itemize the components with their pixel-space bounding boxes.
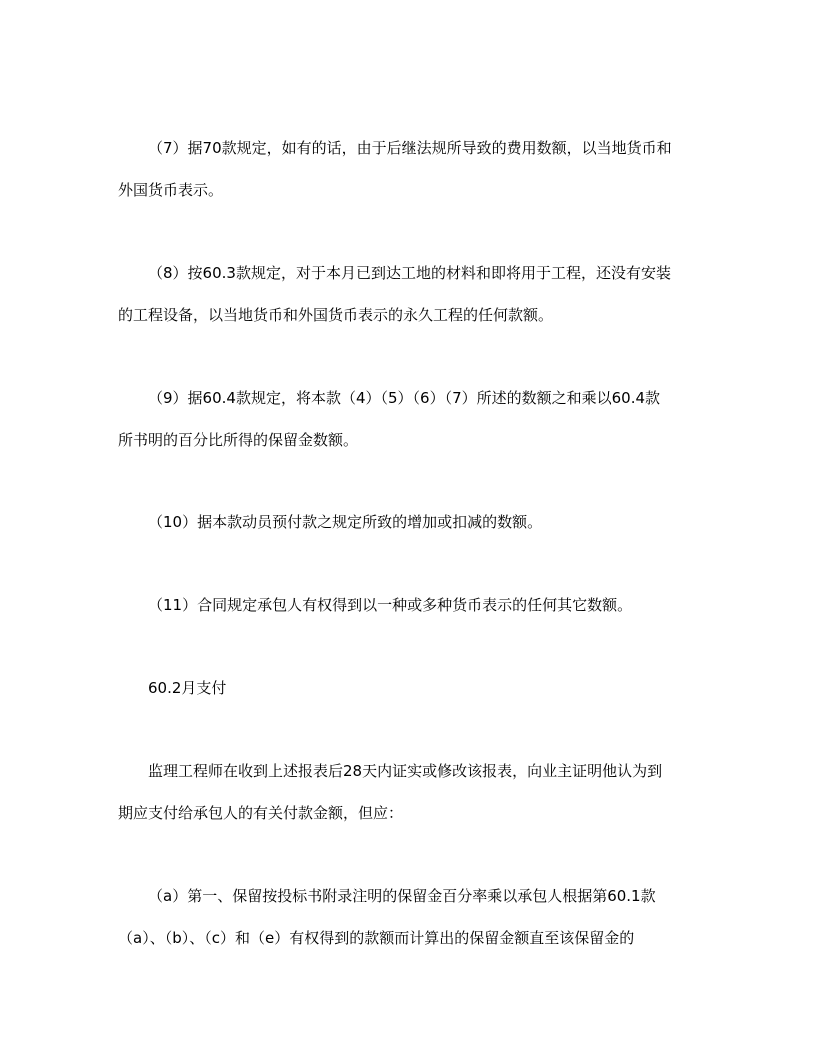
paragraph-9-line-1: （9）据60.4款规定，将本款（4）（5）（6）（7）所述的数额之和乘以60.4款 — [148, 389, 661, 407]
paragraph-a-line-2: （a）、（b）、（c）和（e）有权得到的款额而计算出的保留金额直至该保留金的 — [118, 929, 635, 947]
paragraph-a-line-1: （a）第一、保留按投标书附录注明的保留金百分率乘以承包人根据第60.1款 — [148, 887, 656, 905]
paragraph-11-line-1: （11）合同规定承包人有权得到以一种或多种货币表示的任何其它数额。 — [148, 596, 633, 614]
paragraph-9-line-2: 所书明的百分比所得的保留金数额。 — [118, 431, 359, 449]
paragraph-10-line-1: （10）据本款动员预付款之规定所致的增加或扣减的数额。 — [148, 513, 543, 531]
paragraph-8-line-1: （8）按60.3款规定，对于本月已到达工地的材料和即将用于工程，还没有安装 — [148, 264, 671, 282]
paragraph-8-line-2: 的工程设备，以当地货币和外国货币表示的永久工程的任何款额。 — [118, 306, 554, 324]
paragraph-engineer-line-1: 监理工程师在收到上述报表后28天内证实或修改该报表，向业主证明他认为到 — [148, 762, 663, 780]
paragraph-engineer-line-2: 期应支付给承包人的有关付款金额，但应： — [118, 804, 404, 822]
paragraph-7-line-1: （7）据70款规定，如有的话，由于后继法规所导致的费用数额，以当地货币和 — [148, 139, 672, 157]
section-heading: 60.2月支付 — [148, 679, 227, 697]
paragraph-7-line-2: 外国货币表示。 — [118, 181, 224, 199]
